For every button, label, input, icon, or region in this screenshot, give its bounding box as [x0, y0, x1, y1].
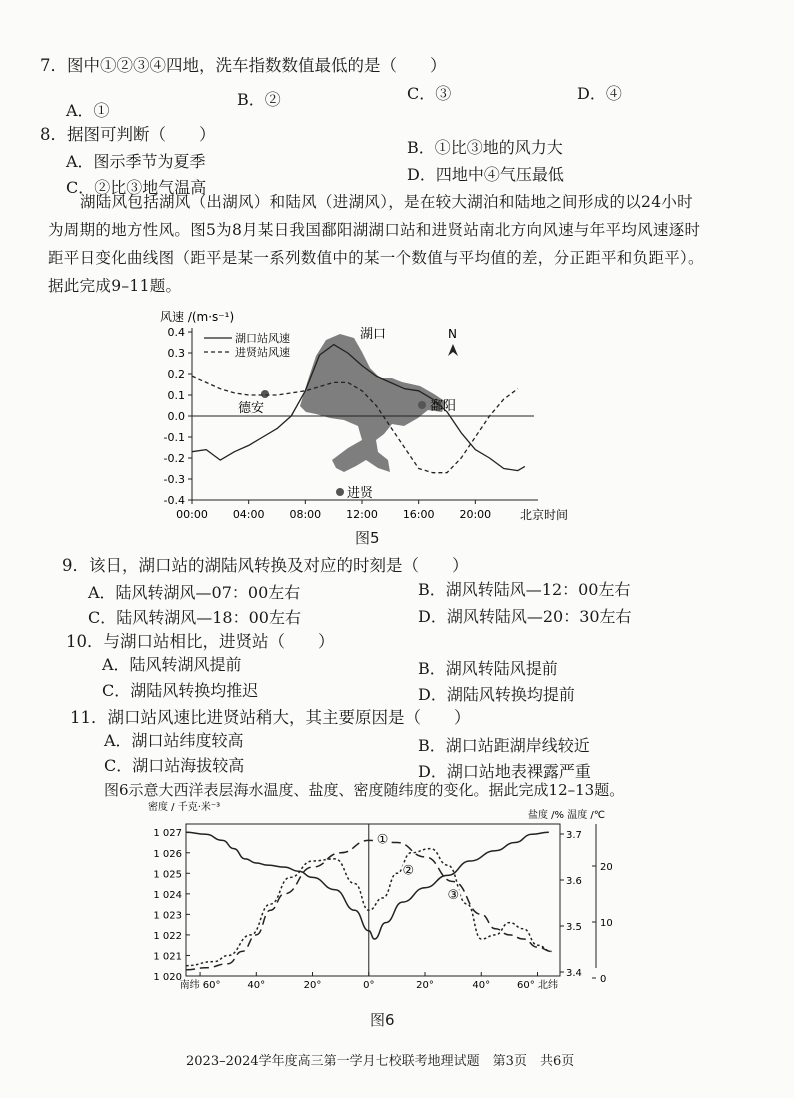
- figure-5-y-tick-label: -0.2: [163, 452, 185, 465]
- figure-6-x-tick-label: 40°: [472, 980, 491, 991]
- poyang-dot: [418, 401, 426, 409]
- q11-option-d: D．湖口站地表裸露严重: [418, 762, 591, 781]
- figure-5-y-tick-label: 0.1: [167, 389, 185, 402]
- figure-6-x-tick-label: 南纬 60°: [179, 980, 221, 991]
- figure-5-y-tick-label: 0.4: [167, 326, 185, 339]
- figure-5-y-tick-label: 0.0: [167, 410, 185, 423]
- figure-6-density-tick-label: 1 027: [153, 828, 182, 840]
- q8-option-b: B．①比③地的风力大: [407, 138, 563, 157]
- figure-5-x-tick-label: 08:00: [289, 508, 322, 521]
- q8-option-d: D．四地中④气压最低: [407, 165, 564, 184]
- q7-option-b: B．②: [237, 90, 281, 109]
- q7-option-d: D．④: [577, 84, 622, 103]
- q11-option-c: C．湖口站海拔较高: [104, 756, 245, 775]
- figure-6-density-tick-label: 1 023: [153, 910, 182, 922]
- page-footer: 2023–2024学年度高三第一学月七校联考地理试题 第3页 共6页: [186, 1054, 575, 1069]
- figure-6-density-tick-label: 1 022: [153, 930, 182, 942]
- figure-6-temperature-tick-label: 20: [600, 862, 613, 873]
- figure-6-ylabel-left: 密度 / 千克·米⁻³: [148, 802, 221, 813]
- figure-6-salinity-tick-label: 3.5: [566, 922, 582, 933]
- legend-hukou-label: 湖口站风速: [235, 332, 290, 345]
- map-label-hukou: 湖口: [360, 327, 387, 342]
- figure-5-y-tick-label: 0.3: [167, 347, 185, 360]
- q7-stem: 7．图中①②③④四地，洗车指数数值最低的是（ ）: [40, 56, 447, 75]
- figure-5-ylabel: 风速 /(m·s⁻¹): [160, 310, 235, 324]
- figure-5-wind-chart: [140, 308, 590, 526]
- figure-6-curve-label: ②: [402, 863, 415, 879]
- figure-5-caption: 图5: [355, 529, 380, 547]
- q9-option-d: D．湖风转陆风—20：30左右: [418, 607, 632, 626]
- figure-6-density-tick-label: 1 025: [153, 869, 182, 881]
- figure-5-x-tick-label: 00:00: [176, 508, 208, 521]
- figure-5-y-tick-label: -0.1: [163, 431, 185, 444]
- figure-6-caption: 图6: [370, 1011, 395, 1029]
- q10-stem: 10．与湖口站相比，进贤站（ ）: [66, 632, 335, 651]
- figure-6-ocean-chart: [140, 798, 620, 992]
- q9-option-b: B．湖风转陆风—12：00左右: [418, 580, 631, 599]
- figure-6-salinity-tick-label: 3.7: [566, 830, 582, 841]
- q7-option-a: A．①: [66, 101, 110, 120]
- q10-option-a: A．陆风转湖风提前: [102, 655, 242, 674]
- q9-option-a: A．陆风转湖风—07：00左右: [88, 583, 301, 602]
- map-label-jinxian: 进贤: [347, 486, 374, 501]
- figure-6-density-tick-label: 1 021: [153, 951, 182, 963]
- figure-5-y-tick-label: 0.2: [167, 368, 185, 381]
- jinxian-dot: [336, 488, 344, 496]
- q10-option-d: D．湖陆风转换均提前: [418, 685, 575, 704]
- q11-option-a: A．湖口站纬度较高: [104, 731, 244, 750]
- q7-option-c: C．③: [407, 84, 452, 103]
- figure-6-x-tick-label: 20°: [416, 980, 434, 991]
- figure-6-axes: [186, 824, 596, 976]
- q9-stem: 9．该日，湖口站的湖陆风转换及对应的时刻是（ ）: [62, 556, 469, 575]
- figure-6-temperature-tick-label: 10: [600, 918, 613, 929]
- legend-jinxian-label: 进贤站风速: [235, 346, 290, 359]
- figure-5-x-tick-label: 16:00: [402, 508, 435, 521]
- q10-option-c: C．湖陆风转换均推迟: [102, 681, 259, 700]
- figure-6-x-tick-label: 20°: [303, 980, 322, 991]
- passage-lake-land-breeze: 湖陆风包括湖风（出湖风）和陆风（进湖风），是在较大湖泊和陆地之间形成的以24小时为周期的地方性风。图5为8月某日我国鄱阳湖湖口站和进贤站南北方向风速与年平均风速逐时距平日变化曲线图（距平是某一系列数值中的某一个数值与平均值的差，分正距平和负距平）。据此完成9–11题。: [48, 193, 704, 295]
- figure-5-xlabel: 北京时间: [520, 508, 569, 522]
- figure-6-x-tick-label: 0°: [363, 980, 375, 991]
- q10-option-b: B．湖风转陆风提前: [418, 659, 558, 678]
- q8-stem: 8．据图可判断（ ）: [40, 125, 216, 144]
- figure-6-x-tick-label: 60° 北纬: [517, 980, 558, 991]
- q8-option-c: C．②比③地气温高: [66, 178, 207, 197]
- figure-6-density-tick-label: 1 026: [153, 848, 182, 860]
- figure-6-density-tick-label: 1 024: [153, 889, 182, 901]
- q11-option-b: B．湖口站距湖岸线较近: [418, 736, 590, 755]
- figure-6-ylabel-right: 盐度 /% 温度 /℃: [528, 810, 606, 821]
- density-curve-3: [186, 832, 549, 939]
- figure-6-density-tick-label: 1 020: [153, 972, 182, 983]
- map-label-poyang: 鄱阳: [430, 399, 457, 414]
- figure-5-x-tick-label: 20:00: [459, 508, 492, 521]
- figure-5-y-tick-label: -0.4: [163, 494, 185, 507]
- map-label-north: N: [448, 327, 457, 341]
- passage-atlantic-figure: 图6示意大西洋表层海水温度、盐度、密度随纬度的变化。据此完成12–13题。: [104, 781, 625, 799]
- figure-6-salinity-tick-label: 3.4: [566, 968, 582, 979]
- dean-dot: [261, 390, 269, 398]
- figure-6-temperature-tick-label: 0: [600, 974, 607, 985]
- figure-6-tick-labels: [153, 828, 612, 991]
- figure-6-salinity-tick-label: 3.6: [566, 876, 582, 887]
- q9-option-c: C．陆风转湖风—18：00左右: [88, 608, 301, 627]
- figure-6-x-tick-label: 40°: [247, 980, 266, 991]
- figure-5-y-tick-label: -0.3: [163, 473, 185, 486]
- map-label-dean: 德安: [238, 401, 265, 416]
- q11-stem: 11．湖口站风速比进贤站稍大，其主要原因是（ ）: [70, 708, 471, 727]
- north-arrow-icon: [448, 344, 458, 356]
- figure-5-x-tick-label: 12:00: [346, 508, 378, 521]
- q8-option-a: A．图示季节为夏季: [66, 152, 206, 171]
- figure-5-x-tick-label: 04:00: [232, 508, 265, 521]
- figure-6-curve-labels: [376, 831, 461, 902]
- figure-6-curve-label: ①: [376, 832, 389, 848]
- figure-6-curve-label: ③: [447, 887, 460, 903]
